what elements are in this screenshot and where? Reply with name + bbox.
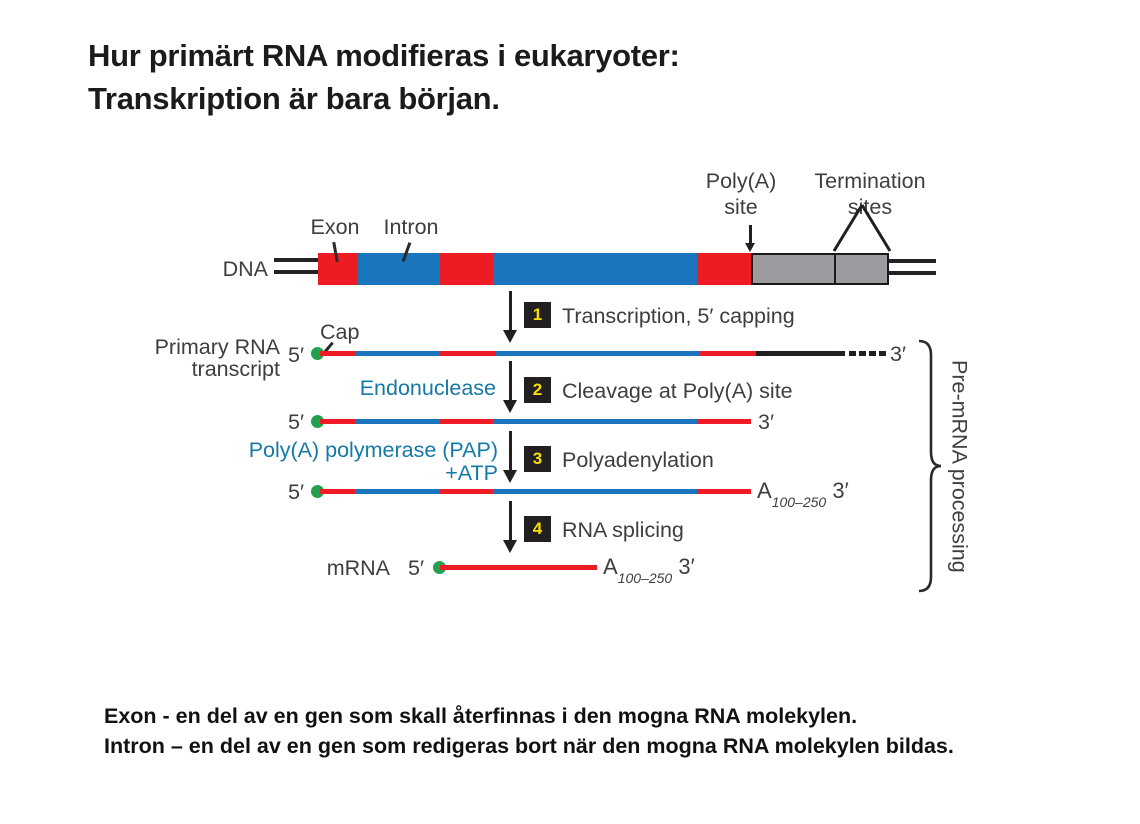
polya-tail-count: 100–250 bbox=[617, 570, 673, 587]
exon-segment bbox=[440, 351, 496, 356]
step4-arrowhead bbox=[503, 540, 517, 553]
dash-segment bbox=[879, 351, 886, 356]
exon-segment bbox=[440, 419, 493, 424]
row3-five-prime: 5′ bbox=[288, 480, 304, 504]
row1-five-prime: 5′ bbox=[288, 343, 304, 367]
slide-title bbox=[88, 34, 728, 120]
pap-line2: +ATP bbox=[445, 460, 498, 485]
primary-rna-label bbox=[130, 336, 280, 380]
footnote bbox=[104, 701, 1104, 761]
dna-strand-line bbox=[889, 259, 936, 263]
pre-mrna-brace bbox=[916, 338, 944, 594]
polya-tail-count: 100–250 bbox=[771, 494, 827, 511]
row1-three-prime: 3′ bbox=[890, 342, 906, 366]
row2-five-prime: 5′ bbox=[288, 410, 304, 434]
step3-label: Polyadenylation bbox=[562, 448, 714, 472]
slide-title-line1: Hur primärt RNA modifieras i eukaryoter: bbox=[88, 38, 680, 73]
dash-segment bbox=[859, 351, 866, 356]
row3-three-prime: 3′ bbox=[832, 478, 849, 503]
step3-arrow bbox=[509, 431, 512, 470]
step3-arrowhead bbox=[503, 470, 517, 483]
exon-segment bbox=[440, 489, 493, 494]
pap-enzyme-label bbox=[238, 439, 498, 484]
termination-line2: sites bbox=[847, 195, 893, 219]
exon-segment bbox=[318, 253, 358, 285]
dash-segment bbox=[849, 351, 856, 356]
intron-segment bbox=[355, 419, 440, 424]
terminator-segment bbox=[834, 253, 889, 285]
step4-label: RNA splicing bbox=[562, 518, 684, 542]
footnote-exon-definition: Exon - en del av en gen som skall återfinnas i den mogna RNA molekylen. bbox=[104, 704, 858, 728]
intron-segment bbox=[358, 253, 440, 285]
step3-number-badge: 3 bbox=[524, 446, 551, 472]
intron-segment bbox=[493, 253, 697, 285]
exon-segment bbox=[320, 351, 356, 356]
row3-polya-tail bbox=[757, 478, 849, 511]
slide-title-line2: Transkription är bara början. bbox=[88, 81, 500, 116]
cap-label: Cap bbox=[320, 320, 360, 344]
pap-line1: Poly(A) polymerase (PAP) bbox=[248, 438, 498, 462]
polya-site-arrow bbox=[749, 225, 752, 243]
polya-site-label bbox=[696, 168, 786, 220]
intron-segment bbox=[493, 489, 697, 494]
exon-segment bbox=[440, 565, 597, 570]
polya-site-line2: site bbox=[724, 195, 758, 219]
exon-map-label: Exon bbox=[310, 215, 360, 239]
termination-line1: Termination bbox=[814, 169, 926, 193]
step4-arrow bbox=[509, 501, 512, 540]
dna-strand-line bbox=[274, 270, 319, 274]
dash-segment bbox=[869, 351, 876, 356]
exon-segment bbox=[697, 489, 751, 494]
exon-segment bbox=[320, 489, 355, 494]
row4-polya-tail bbox=[603, 554, 695, 587]
termination-caret bbox=[830, 202, 896, 254]
polya-tail-a: A bbox=[603, 554, 618, 579]
dna-label: DNA bbox=[222, 257, 268, 281]
intron-segment bbox=[356, 351, 440, 356]
step1-number-badge: 1 bbox=[524, 302, 551, 328]
primary-rna-line2: transcript bbox=[191, 357, 280, 381]
row4-three-prime: 3′ bbox=[678, 554, 695, 579]
untranscribed-segment bbox=[756, 351, 845, 356]
polya-site-line1: Poly(A) bbox=[705, 169, 777, 193]
endonuclease-label: Endonuclease bbox=[359, 376, 496, 400]
step2-arrowhead bbox=[503, 400, 517, 413]
intron-map-label: Intron bbox=[383, 215, 439, 239]
intron-segment bbox=[493, 419, 697, 424]
dna-strand-line bbox=[889, 271, 936, 275]
primary-rna-line1: Primary RNA bbox=[154, 335, 280, 359]
step2-label: Cleavage at Poly(A) site bbox=[562, 379, 793, 403]
step1-label: Transcription, 5′ capping bbox=[562, 304, 795, 328]
step2-number-badge: 2 bbox=[524, 377, 551, 403]
exon-segment bbox=[697, 419, 751, 424]
row4-five-prime: 5′ bbox=[408, 556, 424, 580]
intron-segment bbox=[355, 489, 440, 494]
row2-three-prime: 3′ bbox=[758, 410, 774, 434]
exon-segment bbox=[697, 253, 751, 285]
dna-strand-line bbox=[274, 258, 319, 262]
exon-segment bbox=[440, 253, 493, 285]
exon-segment bbox=[320, 419, 355, 424]
pre-mrna-processing-label: Pre-mRNA processing bbox=[947, 359, 972, 573]
intron-segment bbox=[496, 351, 700, 356]
footnote-intron-definition: Intron – en del av en gen som redigeras bort när den mogna RNA molekylen bildas. bbox=[104, 734, 954, 758]
polya-site-arrowhead bbox=[745, 243, 755, 252]
exon-segment bbox=[700, 351, 756, 356]
mrna-label: mRNA bbox=[326, 556, 390, 580]
step4-number-badge: 4 bbox=[524, 516, 551, 542]
step1-arrow bbox=[509, 291, 512, 330]
step2-arrow bbox=[509, 361, 512, 400]
step1-arrowhead bbox=[503, 330, 517, 343]
polya-tail-a: A bbox=[757, 478, 772, 503]
terminator-segment bbox=[751, 253, 836, 285]
